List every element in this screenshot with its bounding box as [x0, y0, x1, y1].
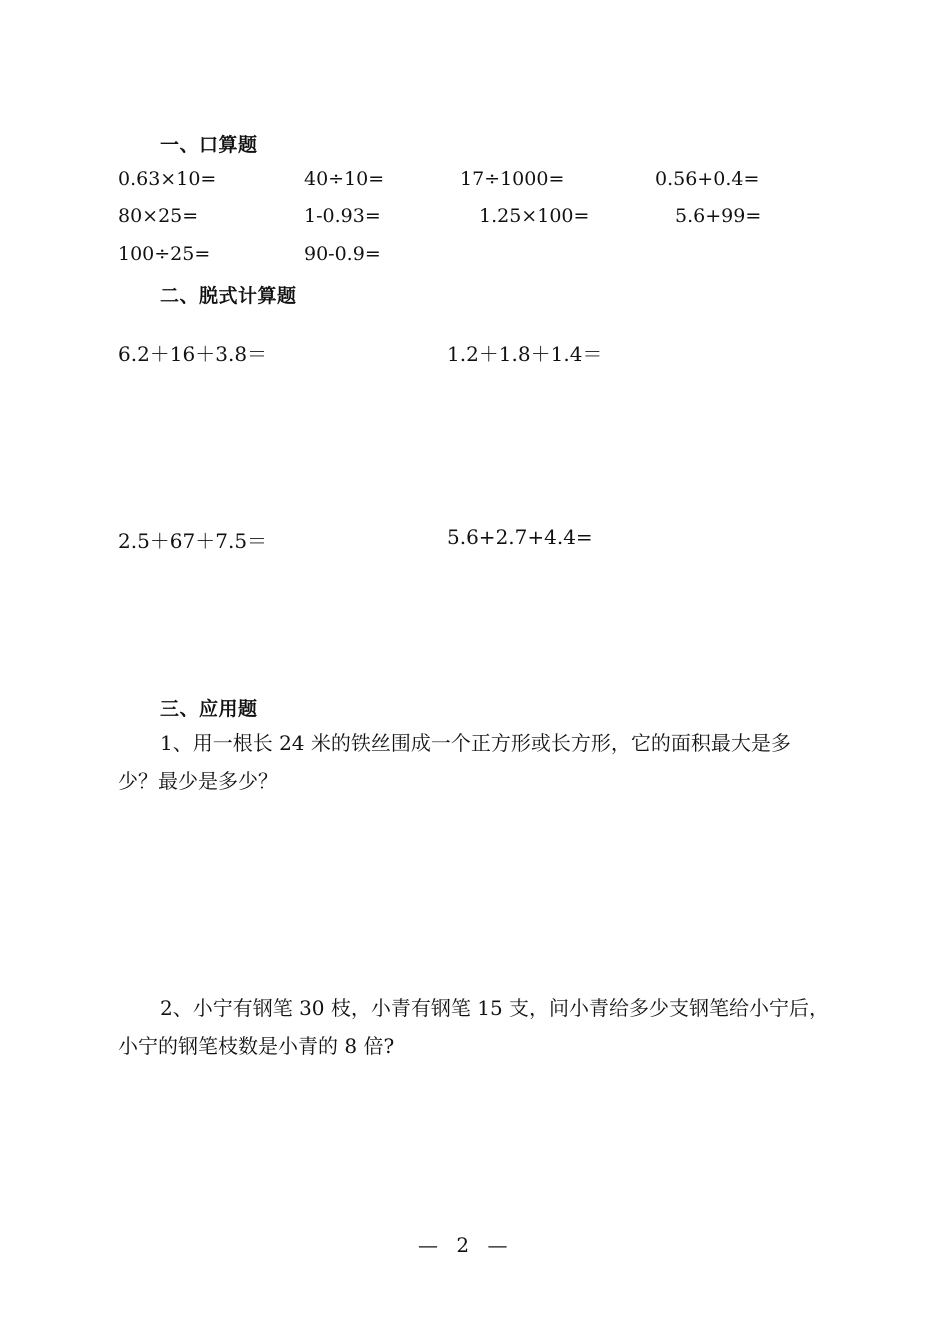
oral-item-8: 5.6+99= [675, 205, 762, 227]
section3-title: 三、应用题 [160, 698, 258, 720]
problem-2-line-1: 2、小宁有钢笔 30 枝，小青有钢笔 15 支，问小青给多少支钢笔给小宁后， [160, 996, 830, 1020]
oral-item-6: 1-0.93= [304, 205, 381, 227]
calc-item-1: 6.2＋16＋3.8＝ [118, 342, 268, 366]
calc-item-3: 2.5＋67＋7.5＝ [118, 529, 268, 553]
oral-item-3: 17÷1000= [460, 168, 565, 190]
oral-item-2: 40÷10= [304, 168, 385, 190]
calc-item-2: 1.2＋1.8＋1.4＝ [447, 342, 603, 366]
oral-item-1: 0.63×10= [118, 168, 217, 190]
oral-item-5: 80×25= [118, 205, 199, 227]
page-number: — 2 — [418, 1233, 514, 1257]
calc-item-4: 5.6+2.7+4.4= [447, 525, 593, 549]
oral-item-4: 0.56+0.4= [655, 168, 760, 190]
problem-2-line-2: 小宁的钢笔枝数是小青的 8 倍? [118, 1034, 395, 1058]
problem-1-line-1: 1、用一根长 24 米的铁丝围成一个正方形或长方形，它的面积最大是多 [160, 731, 791, 755]
section2-title: 二、脱式计算题 [160, 285, 297, 307]
oral-item-7: 1.25×100= [479, 205, 590, 227]
problem-1-line-2: 少？最少是多少？ [118, 769, 278, 793]
oral-item-10: 90-0.9= [304, 243, 381, 265]
section1-title: 一、口算题 [160, 134, 258, 156]
oral-item-9: 100÷25= [118, 243, 211, 265]
